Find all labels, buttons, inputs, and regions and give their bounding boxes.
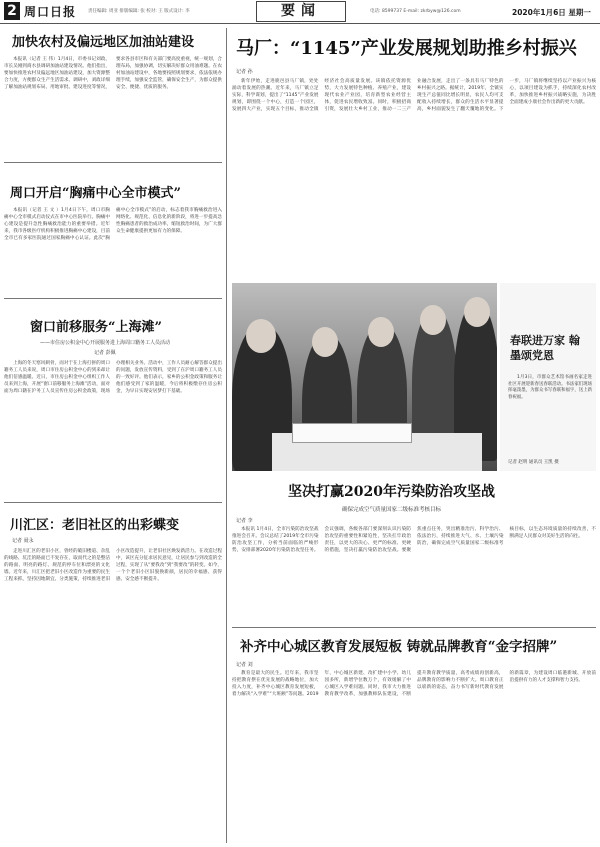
divider (4, 502, 222, 503)
divider (4, 298, 222, 299)
article-headline: 周口开启“胸痛中心全市模式” (10, 186, 181, 201)
article-chest-pain-center (4, 166, 222, 296)
article-body: 本报讯（记者 王 伟）1月4日，市委书记刘政、市长吴刚到商水县调研加油站建设情况。他们指出，要加快推进农村及偏远地区加油站建设，加大资源整合力度，方便群众生产生活需求。调研中，刘政详细了解加油站规划布局、用地审批、建设进度等情况，要求各县市区和有关部门要高度重视，统一规划，合理布局，加强协调，切实解决好群众用油难题。在农村加油站建设中，各地要按照规划要求，依法依规办理手续，加强安全监管，确保安全生产，为群众提供安全、便捷、优质的服务。 (4, 57, 222, 90)
photo-credit: 记者 赵明 通讯员 王凯 摄 (508, 460, 559, 465)
article-author: 记者 李 (236, 518, 253, 524)
contact-info: 电话: 8599737 E-mail: zkrbyw@126.com (370, 9, 461, 14)
article-headline: 补齐中心城区教育发展短板 铸就品牌教育“金字招牌” (240, 639, 558, 655)
calligraphy-photo (232, 283, 497, 471)
article-headline: 加快农村及偏远地区加油站建设 (12, 35, 195, 50)
article-body: 新年伊始，走进鹿邑县马厂镇，处处涌动着发展的热潮。近年来，马厂镇立足实际，科学谋划，提出了“1145”产业发展规划，即围绕一个中心，打造一个园区，发展四大产业，实现五个目标，推动全镇经济社会高质量发展。该镇依托资源优势，大力发展特色种植、养殖产业，建设现代农业产业园，培育新型农业经营主体，促进农民增收致富。同时，积极招商引资，发展壮大乡村工业，推动一二三产业融合发展，走出了一条具有马厂特色的乡村振兴之路。据统计，2019年，全镇实现生产总值同比增长明显，农民人均可支配收入持续增长，群众的生活水平显著提高，乡村面貌发生了翻天覆地的变化。下一步，马厂镇将继续坚持以产业振兴为核心，以项目建设为抓手，持续深化农村改革，加快推进乡村振兴战略实施，为决胜全面建成小康社会作出新的更大贡献。 (232, 79, 596, 112)
column-divider (226, 28, 227, 843)
article-headline: 川汇区：老旧社区的出彩蝶变 (10, 518, 180, 533)
article-shanghai-service (4, 302, 222, 500)
editor-info: 责任编辑: 周亚 排版编辑: 张 校对: 王 版式设计: 李 (88, 9, 190, 14)
article-chuanhui-community (4, 506, 222, 843)
article-author: 记者 刘 (236, 662, 253, 668)
article-author: 记者 聂永 (12, 538, 34, 544)
article-author: 记者 彭佩 (94, 350, 116, 356)
article-subhead: 确保完成空气质量国家二级标准考核目标 (342, 507, 442, 513)
photo-caption-sidebar (500, 283, 596, 471)
article-education (232, 631, 596, 843)
article-author: 记者 孙 (236, 69, 253, 75)
article-headline: 窗口前移服务“上海滩” (30, 320, 162, 335)
paper-logo: 周口日报 (24, 5, 77, 19)
divider (4, 162, 222, 163)
article-subhead: ——市住房公积金中心开展服务进上海周口籍务工人员活动 (40, 340, 171, 346)
article-pollution-control (232, 475, 596, 625)
page-header (0, 0, 600, 24)
article-headline: 坚决打赢2020年污染防治攻坚战 (288, 484, 495, 500)
article-headline: 马厂：“1145”产业发展规划助推乡村振兴 (236, 38, 577, 59)
article-machang-industry (232, 28, 596, 280)
caption-title: 春联进万家 翰墨颂党恩 (510, 334, 580, 362)
article-body: 本报讯 1月4日，全市污染防治攻坚战推进会召开。会议总结了2019年全市污染防治攻坚工作，分析当前面临的严峻形势，安排部署2020年污染防治攻坚任务。会议强调，各级各部门要深刻认识污染防治攻坚的重要性和紧迫性，坚决扛牢政治责任，以更大的决心、更严的标准、更硬的措施，坚决打赢污染防治攻坚战。要聚焦重点任务，突出精准治污、科学治污、依法治污，持续推进大气、水、土壤污染防治，确保完成空气质量国家二级标准考核目标，以生态环境质量的持续改善，不断满足人民群众对美好生活的向往。 (232, 527, 596, 553)
issue-date: 2020年1月6日 星期一 (512, 8, 591, 17)
article-gas-stations (4, 28, 222, 160)
divider (232, 627, 596, 628)
caption-body: 1月3日，市群众艺术馆书画名家走进社区开展迎新春送春联活动。书法家们现场挥毫泼墨，为群众书写春联和福字，送上新春祝福。 (508, 375, 592, 400)
article-body: 走进川汇区的老旧小区，曾经的破旧楼道、杂乱的线路、坑洼的路面已不复存在，取而代之的是整洁的路面、明亮的路灯、规范的停车位和漂亮的文化墙。近年来，川汇区把老旧小区改造作为重要的民生工程来抓，坚持因地制宜、分类施策，持续推进老旧小区改造提升，让老旧社区焕发新活力。在改造过程中，该区充分征求居民意见，让居民参与到改造的全过程，实现了从“要我改”到“我要改”的转变。如今，一个个老旧小区旧貌换新颜，居民的幸福感、获得感、安全感不断提升。 (4, 549, 222, 582)
article-body: 本报讯（记者 王 文 ）1月4日下午，周口市胸痛中心全市模式启动仪式在市中心医院举行。胸痛中心建设是提升急性胸痛救治能力的重要举措。近年来，我市各级医疗机构积极推进胸痛中心建设，目前全市已有多家医院通过国家胸痛中心认证。此次“胸痛中心全市模式”的启动，标志着我市胸痛救治进入网络化、规范化、信息化的新阶段，将进一步提高急性胸痛患者的救治成功率，缩短救治时间，为广大群众生命健康提供更加有力的保障。 (4, 208, 222, 241)
page-number: 2 (4, 2, 20, 20)
section-title: 要闻 (256, 1, 346, 22)
article-body: 上海的冬天寒风刺骨，而对于在上海打拼的周口籍务工人员来说，周口市住房公积金中心的到来却让他们倍感温暖。近日，市住房公积金中心组织工作人员来到上海，开展“窗口前移服务上海滩”活动，面对面为周口籍在沪务工人员宣传住房公积金政策，现场办理相关业务。活动中，工作人员耐心解答群众提出的问题，发放宣传资料，受到了在沪周口籍务工人员的一致好评。他们表示，家乡的公积金政策和服务让他们感受到了家的温暖，今后将积极缴存住房公积金，为早日实现安居梦打下基础。 (4, 361, 222, 394)
article-body: 教育是最大的民生。近年来，我市坚持把教育摆在优先发展的战略地位，加大投入力度，补齐中心城区教育发展短板，着力解决“入学难”“大班额”等问题。2019年，中心城区新建、改扩建中小学、幼儿园多所，新增学位数万个，有效缓解了中心城区入学难问题。同时，我市大力推进教育教学改革，加强教师队伍建设，不断提升教育教学质量，高考成绩再创新高，品牌教育的影响力不断扩大。周口教育正以崭新的姿态，奋力书写新时代教育发展的新篇章，为建设周口临港新城、开放前沿提供有力的人才支撑和智力支持。 (232, 671, 596, 697)
